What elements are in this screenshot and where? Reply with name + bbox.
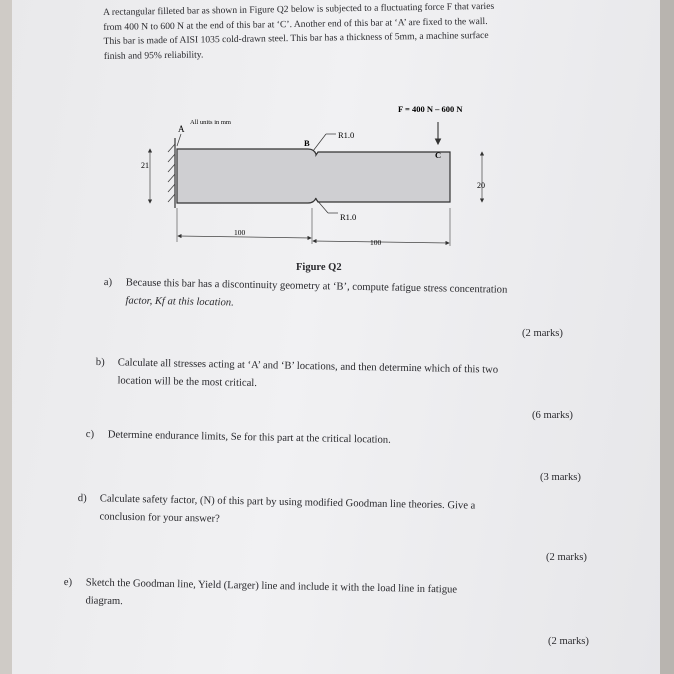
dim-len-2: 100 (370, 238, 382, 247)
dim-left-height: 21 (141, 161, 149, 170)
problem-intro (103, 0, 574, 64)
fillet-top-label: R1.0 (338, 130, 355, 140)
question-text: Because this bar has a discontinuity geometry at ‘B’, compute fatigue stress concentration (125, 277, 508, 296)
question-text: Calculate safety factor, (N) of this part by using modified Goodman line theories. Give a (99, 493, 476, 512)
question-text-cont: location will be the most critical. (117, 375, 258, 390)
question-label: d) (77, 492, 87, 505)
question-text: Sketch the Goodman line, Yield (Larger) line and include it with the load line in fatigue (85, 577, 458, 596)
question-label: a) (103, 276, 113, 289)
point-a-label: A (178, 124, 185, 134)
point-c-label: C (435, 150, 442, 160)
units-note: All units in mm (190, 119, 231, 126)
question-text: Calculate all stresses acting at ‘A’ and ‘B’ locations, and then determine which of this two (117, 357, 499, 376)
marks-b: (6 marks) (532, 410, 573, 421)
question-text: Determine endurance limits, Se for this part at the critical location. (107, 429, 391, 446)
marks-a: (2 marks) (522, 328, 563, 339)
filleted-bar (177, 149, 450, 203)
dim-right-height: 20 (477, 181, 485, 190)
intro-line: from 400 N to 600 N at the end of this bar at ‘C’. Another end of this bar at ‘A’ are fixed to the wall. (103, 15, 488, 33)
pointer-a (177, 134, 181, 146)
intro-line: finish and 95% reliability. (103, 49, 204, 62)
question-label: b) (95, 356, 105, 369)
figure-caption: Figure Q2 (296, 262, 342, 273)
pointer-r-top (313, 134, 326, 151)
point-b-label: B (304, 138, 310, 148)
question-text-cont: factor, Kf at this location. (125, 295, 234, 309)
question-label: e) (63, 576, 73, 589)
force-label: F = 400 N – 600 N (398, 104, 463, 114)
intro-line: A rectangular filleted bar as shown in Figure Q2 below is subjected to a fluctuating force F that varies (103, 0, 495, 18)
wall-hatch (168, 144, 175, 202)
question-label: c) (85, 428, 95, 441)
fillet-bottom-label: R1.0 (340, 212, 357, 222)
question-text-cont: diagram. (85, 595, 123, 608)
intro-line: This bar is made of AISI 1035 cold-drawn steel. This bar has a thickness of 5mm, a machine surface (103, 30, 489, 48)
figure-q2 (130, 96, 510, 271)
marks-d: (2 marks) (546, 552, 587, 563)
dim-len-1: 100 (234, 228, 246, 237)
bar-diagram (130, 96, 510, 271)
question-text-cont: conclusion for your answer? (99, 511, 220, 525)
marks-c: (3 marks) (540, 472, 581, 483)
marks-e: (2 marks) (548, 636, 589, 647)
background-edge (660, 0, 674, 674)
